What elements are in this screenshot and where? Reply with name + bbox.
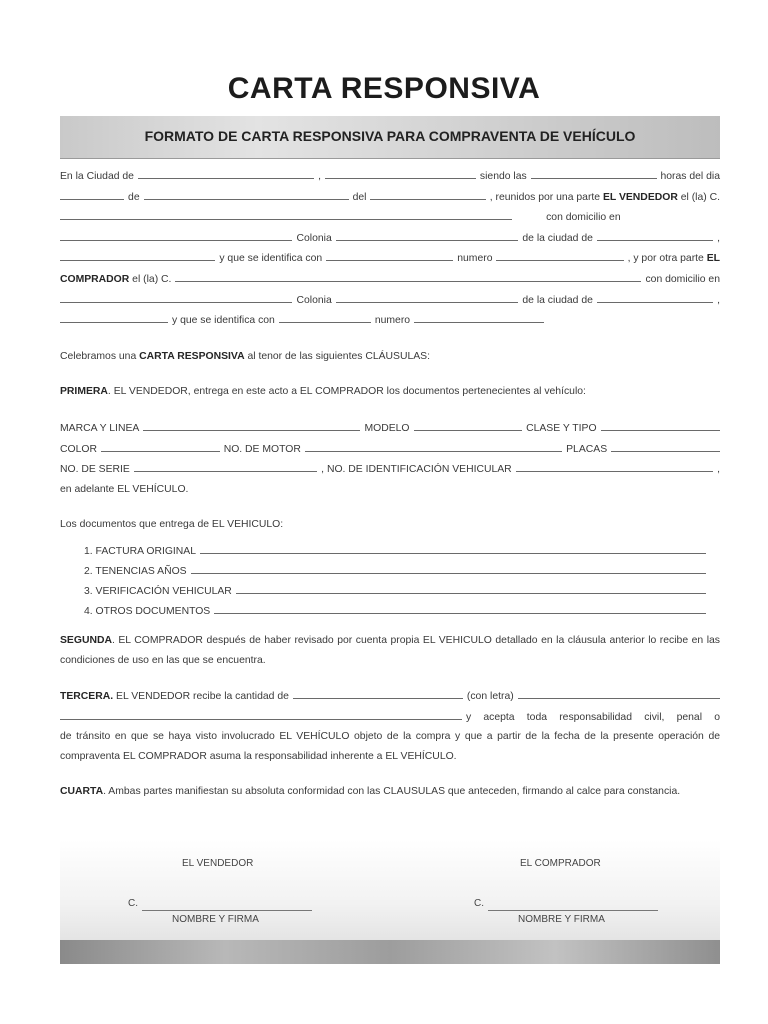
document-title: CARTA RESPONSIVA <box>227 72 541 105</box>
clause-label: TERCERA. <box>60 691 114 703</box>
vendedor-term: EL VENDEDOR <box>602 191 678 203</box>
signature-c: C. <box>128 898 138 909</box>
documento-label: 3. VERIFICACIÓN VEHICULAR <box>84 585 232 597</box>
intro-text: el (la) C. <box>680 191 720 203</box>
intro-text: de la ciudad de <box>522 294 593 306</box>
vehiculo-line-3 <box>60 459 720 480</box>
vendedor-ciudad2-field[interactable] <box>60 248 215 261</box>
comprador-colonia-field[interactable] <box>336 290 519 303</box>
intro-text: del <box>352 191 367 203</box>
intro-line-3 <box>60 207 720 228</box>
clause-text: (con letra) <box>466 691 514 703</box>
tercera-text: de tránsito en que se haya visto involucrado EL VEHÍCULO objeto de la compra y que a partir de la fecha de la presente operación de compraventa EL COMPRADOR asuma la responsabilidad inherente a EL VEHÍCULO. <box>60 731 720 762</box>
signature-role: EL VENDEDOR <box>182 858 254 869</box>
intro-line-1 <box>60 166 720 187</box>
banner-text: FORMATO DE CARTA RESPONSIVA PARA COMPRAVENTA DE VEHÍCULO <box>144 128 636 144</box>
field-label: , <box>717 464 720 476</box>
vendedor-domicilio-field[interactable] <box>60 228 292 241</box>
documento-item <box>84 581 720 601</box>
dia-field[interactable] <box>60 187 124 200</box>
documento-field[interactable] <box>191 561 706 574</box>
field-label: , NO. DE IDENTIFICACIÓN VEHICULAR <box>321 464 512 476</box>
clause-label: CUARTA <box>60 786 104 798</box>
anio-field[interactable] <box>370 187 485 200</box>
intro-text: , <box>318 171 321 182</box>
placas-field[interactable] <box>611 439 720 452</box>
field-label: CLASE Y TIPO <box>526 422 597 434</box>
cantidad-field[interactable] <box>293 686 463 699</box>
documento-field[interactable] <box>214 601 706 614</box>
signature-caption: NOMBRE Y FIRMA <box>518 914 605 925</box>
serie-field[interactable] <box>134 459 317 472</box>
cantidad-letra-field[interactable] <box>518 686 720 699</box>
field-label: MARCA Y LINEA <box>60 422 140 434</box>
intro-line-7 <box>60 290 720 311</box>
intro-text: de la ciudad de <box>522 232 593 244</box>
clase-field[interactable] <box>601 418 720 431</box>
intro-text: el (la) C. <box>132 273 172 285</box>
documentos-list <box>84 541 720 621</box>
clause-text: y acepta toda responsabilidad civil, penal o <box>466 711 720 723</box>
documento-item <box>84 541 720 561</box>
comprador-term: EL <box>706 253 720 265</box>
clause-text: . EL VENDEDOR, entrega en este acto a EL COMPRADOR los documentos pertenecientes al vehículo: <box>107 386 586 398</box>
hora-field[interactable] <box>531 166 657 179</box>
intro-line-8 <box>60 310 720 331</box>
intro-line-6 <box>60 269 720 290</box>
documento-item <box>84 561 720 581</box>
signature-role: EL COMPRADOR <box>520 858 601 869</box>
primera-paragraph <box>60 382 720 402</box>
ciudad-field[interactable] <box>138 166 314 179</box>
comprador-term: COMPRADOR <box>60 273 130 285</box>
documentos-intro: Los documentos que entrega de EL VEHICULO: <box>60 519 284 531</box>
intro-text: numero <box>374 315 411 327</box>
carta-term: CARTA RESPONSIVA <box>139 350 245 362</box>
intro-text: horas del dia <box>660 171 720 182</box>
vehiculo-line-2 <box>60 439 720 460</box>
documento-item <box>84 601 720 621</box>
field-label: COLOR <box>60 443 97 455</box>
motor-field[interactable] <box>305 439 562 452</box>
color-field[interactable] <box>101 439 220 452</box>
celebramos-text: Celebramos una <box>60 350 137 362</box>
field-label: MODELO <box>364 422 410 434</box>
clause-label: SEGUNDA <box>60 634 112 646</box>
field-label: NO. DE MOTOR <box>223 443 301 455</box>
intro-text: de <box>128 191 140 203</box>
clause-label: PRIMERA <box>60 386 108 398</box>
signature-area <box>60 840 720 946</box>
footer-band <box>60 940 720 964</box>
domicilio-text: con domicilio en <box>546 212 621 224</box>
intro-text: con domicilio en <box>645 273 720 285</box>
intro-text: y que se identifica con <box>172 315 275 327</box>
field-label: NO. DE SERIE <box>60 464 130 476</box>
intro-line-5 <box>60 248 720 269</box>
intro-text: Colonia <box>296 294 332 306</box>
comprador-domicilio-field[interactable] <box>60 290 292 303</box>
vehiculo-line-1 <box>60 418 720 439</box>
comprador-nombre-field[interactable] <box>175 269 641 282</box>
intro-text: , <box>717 294 720 306</box>
field-label: PLACAS <box>566 443 608 455</box>
celebramos-paragraph <box>60 347 720 367</box>
marca-field[interactable] <box>143 418 360 431</box>
clause-text: EL VENDEDOR recibe la cantidad de <box>116 691 289 703</box>
documento-label: 2. TENENCIAS AÑOS <box>84 565 187 577</box>
vendedor-ciudad-field[interactable] <box>597 228 713 241</box>
comprador-ciudad2-field[interactable] <box>60 310 168 323</box>
intro-text: y que se identifica con <box>219 253 323 265</box>
intro-text: , y por otra parte <box>627 253 704 265</box>
clause-text: . Ambas partes manifiestan su absoluta conformidad con las CLAUSULAS que anteceden, firmando al calce para constancia. <box>103 786 681 798</box>
signature-c: C. <box>474 898 484 909</box>
document-body <box>60 166 720 802</box>
segunda-paragraph <box>60 631 720 670</box>
intro-text: numero <box>457 253 493 265</box>
niv-field[interactable] <box>516 459 713 472</box>
modelo-field[interactable] <box>414 418 523 431</box>
intro-text: En la Ciudad de <box>60 171 134 182</box>
intro-text: siendo las <box>479 171 527 182</box>
signature-line[interactable] <box>142 910 312 911</box>
cuarta-paragraph <box>60 782 720 802</box>
tercera-line-2 <box>60 707 720 728</box>
comprador-ciudad-field[interactable] <box>597 290 713 303</box>
intro-line-2 <box>60 187 720 208</box>
documento-label: 1. FACTURA ORIGINAL <box>84 545 197 557</box>
clause-text: . EL COMPRADOR después de haber revisado por cuenta propia EL VEHICULO detallado en la cláusula anterior lo recibe en las condiciones de uso en las que se encuentra. <box>60 634 720 666</box>
intro-text: , <box>717 232 720 244</box>
intro-line-4 <box>60 228 720 249</box>
documento-label: 4. OTROS DOCUMENTOS <box>84 605 211 617</box>
comprador-numero-field[interactable] <box>414 310 544 323</box>
vendedor-numero-field[interactable] <box>496 248 623 261</box>
celebramos-text: al tenor de las siguientes CLÁUSULAS: <box>247 350 430 362</box>
vendedor-identificacion-field[interactable] <box>326 248 453 261</box>
vendedor-nombre-field[interactable] <box>60 207 512 220</box>
mes-field[interactable] <box>144 187 349 200</box>
signature-caption: NOMBRE Y FIRMA <box>172 914 259 925</box>
signature-line[interactable] <box>488 910 658 911</box>
adelante-text: en adelante EL VEHÍCULO. <box>60 483 189 495</box>
vendedor-colonia-field[interactable] <box>336 228 519 241</box>
cantidad-letra-field-2[interactable] <box>60 707 462 720</box>
comprador-identificacion-field[interactable] <box>279 310 371 323</box>
subtitle-banner <box>60 116 720 159</box>
tercera-line-1 <box>60 686 720 707</box>
intro-text: Colonia <box>296 232 332 244</box>
documento-field[interactable] <box>200 541 706 554</box>
documento-field[interactable] <box>236 581 706 594</box>
fecha-field[interactable] <box>325 166 476 179</box>
intro-text: , reunidos por una parte <box>489 191 601 203</box>
